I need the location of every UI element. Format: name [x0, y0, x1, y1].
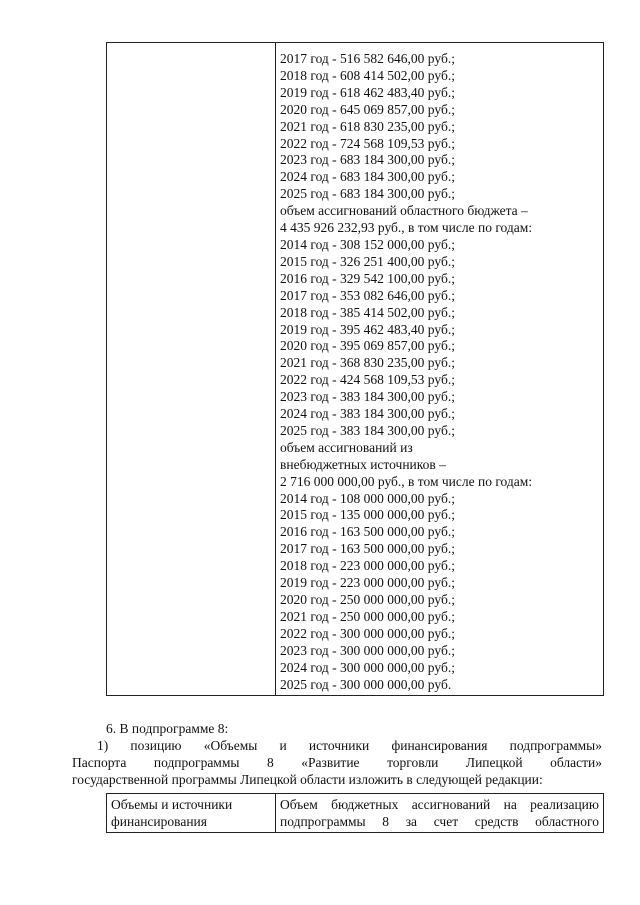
financing-line: 2017 год - 353 082 646,00 руб.;	[280, 287, 455, 303]
financing-line: 2 716 000 000,00 руб., в том числе по годам:	[280, 473, 533, 489]
financing-line: 2021 год - 368 830 235,00 руб.;	[280, 355, 455, 371]
table-value-cell	[276, 794, 604, 833]
financing-line: 4 435 926 232,93 руб., в том числе по годам:	[280, 220, 533, 236]
financing-line: 2018 год - 608 414 502,00 руб.;	[280, 67, 455, 83]
financing-lines	[280, 51, 603, 693]
amendment-line: Паспорта подпрограммы 8 «Развитие торговли Липецкой области»	[72, 755, 602, 770]
financing-line: 2015 год - 326 251 400,00 руб.;	[280, 253, 455, 269]
financing-line: 2016 год - 329 542 100,00 руб.;	[280, 270, 455, 286]
section-heading: 6. В подпрограмме 8:	[106, 721, 229, 736]
financing-line: 2021 год - 618 830 235,00 руб.;	[280, 118, 455, 134]
table-value-line: Объем бюджетных ассигнований на реализацию	[280, 797, 599, 812]
financing-line: 2018 год - 223 000 000,00 руб.;	[280, 558, 455, 574]
financing-line: 2017 год - 163 500 000,00 руб.;	[280, 541, 455, 557]
financing-line: 2017 год - 516 582 646,00 руб.;	[280, 51, 455, 66]
financing-line: 2021 год - 250 000 000,00 руб.;	[280, 608, 455, 624]
table-value-line: подпрограммы 8 за счет средств областного	[280, 813, 599, 829]
financing-line: 2023 год - 383 184 300,00 руб.;	[280, 389, 455, 405]
financing-table-continuation	[106, 42, 604, 696]
financing-line: 2014 год - 308 152 000,00 руб.;	[280, 236, 455, 252]
amendment-line: 1) позицию «Объемы и источники финансирования подпрограммы»	[97, 738, 602, 753]
financing-line: 2022 год - 424 568 109,53 руб.;	[280, 372, 455, 388]
financing-line: 2024 год - 300 000 000,00 руб.;	[280, 659, 455, 675]
financing-line: 2025 год - 383 184 300,00 руб.;	[280, 422, 455, 438]
financing-line: 2022 год - 300 000 000,00 руб.;	[280, 625, 455, 641]
financing-line: 2024 год - 683 184 300,00 руб.;	[280, 169, 455, 185]
financing-line: 2019 год - 223 000 000,00 руб.;	[280, 575, 455, 591]
financing-line: 2025 год - 300 000 000,00 руб.	[280, 676, 452, 692]
financing-line: объем ассигнований областного бюджета –	[280, 203, 528, 219]
financing-line: 2023 год - 300 000 000,00 руб.;	[280, 642, 455, 658]
table-value-cell	[276, 43, 604, 696]
financing-line: 2025 год - 683 184 300,00 руб.;	[280, 186, 455, 202]
financing-line: 2020 год - 645 069 857,00 руб.;	[280, 101, 455, 117]
financing-line: 2023 год - 683 184 300,00 руб.;	[280, 152, 455, 168]
financing-line: 2015 год - 135 000 000,00 руб.;	[280, 507, 455, 523]
financing-line: 2019 год - 395 462 483,40 руб.;	[280, 321, 455, 337]
financing-table-new	[106, 793, 604, 833]
financing-line: 2020 год - 395 069 857,00 руб.;	[280, 338, 455, 354]
financing-line: 2016 год - 163 500 000,00 руб.;	[280, 524, 455, 540]
financing-line: 2020 год - 250 000 000,00 руб.;	[280, 592, 455, 607]
amendment-paragraph	[72, 737, 602, 788]
financing-line: объем ассигнований из	[280, 439, 413, 455]
table-label-cell: Объемы и источники финансирования	[107, 794, 276, 833]
financing-line: 2018 год - 385 414 502,00 руб.;	[280, 304, 455, 320]
amendment-line: государственной программы Липецкой области изложить в следующей редакции:	[72, 772, 543, 787]
financing-line: 2019 год - 618 462 483,40 руб.;	[280, 84, 455, 100]
financing-line: 2014 год - 108 000 000,00 руб.;	[280, 490, 455, 506]
financing-line: 2024 год - 383 184 300,00 руб.;	[280, 406, 455, 422]
financing-line: внебюджетных источников –	[280, 456, 446, 472]
table-empty-label-cell	[107, 43, 276, 696]
financing-line: 2022 год - 724 568 109,53 руб.;	[280, 135, 455, 151]
